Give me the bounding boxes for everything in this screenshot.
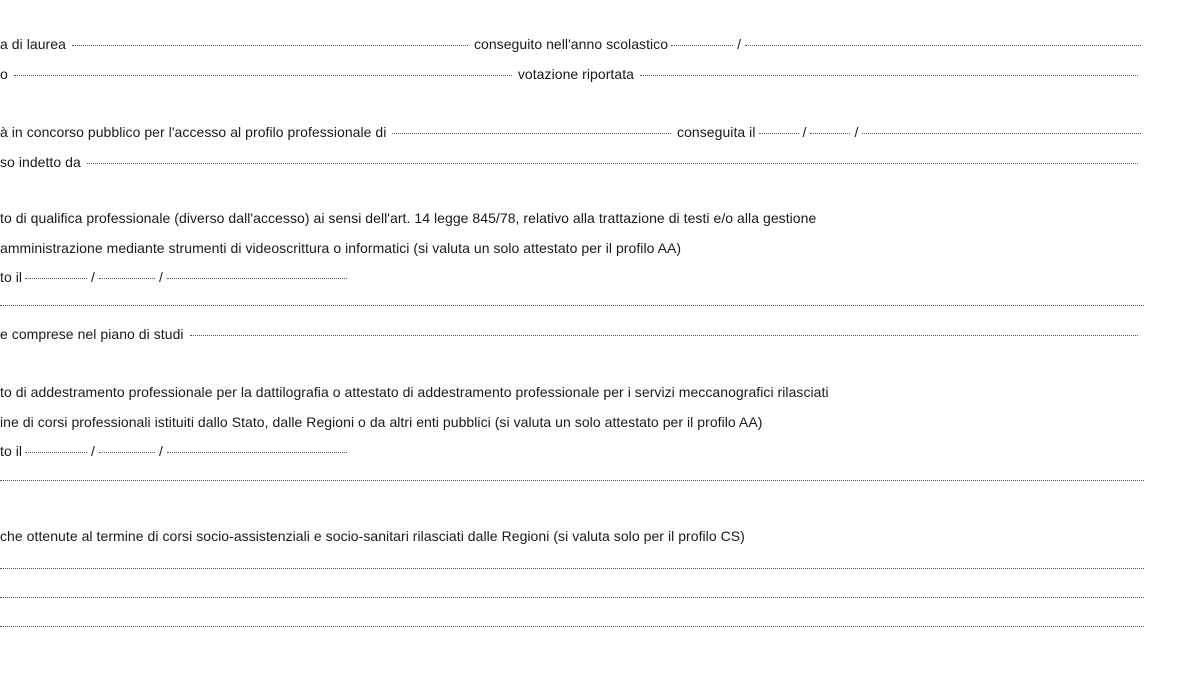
grade-field[interactable] bbox=[640, 67, 1138, 76]
competition-label: à in concorso pubblico per l'accesso al profilo professionale di bbox=[0, 124, 387, 140]
professional-profile-field[interactable] bbox=[392, 125, 671, 134]
date-separator: / bbox=[159, 269, 163, 285]
social-care-blank-line-1[interactable] bbox=[0, 566, 1144, 569]
school-year-start-field[interactable] bbox=[671, 37, 733, 46]
qualification-text-line-1 bbox=[0, 207, 1144, 229]
school-year-label: conseguito nell'anno scolastico bbox=[473, 36, 669, 52]
competition-row bbox=[0, 121, 1144, 143]
training-day-field[interactable] bbox=[25, 444, 87, 453]
training-text-line-1 bbox=[0, 381, 1144, 403]
competition-year-field[interactable] bbox=[862, 125, 1141, 134]
subjects-label: e comprese nel piano di studi bbox=[0, 326, 184, 342]
degree-field[interactable] bbox=[72, 37, 468, 46]
qualification-text: to di qualifica professionale (diverso dall'accesso) ai sensi dell'art. 14 legge 845/78, relativo alla trattazione di testi e/o alla gestione bbox=[0, 210, 817, 226]
social-care-blank-line-3[interactable] bbox=[0, 624, 1144, 627]
social-care-blank-line-2[interactable] bbox=[0, 595, 1144, 598]
grade-row-label: o bbox=[0, 66, 8, 82]
announced-by-label: so indetto da bbox=[0, 154, 81, 170]
training-date-row bbox=[0, 440, 1144, 462]
qualification-year-field[interactable] bbox=[167, 270, 347, 279]
degree-label: a di laurea bbox=[0, 36, 66, 52]
training-text: to di addestramento professionale per la dattilografia o attestato di addestramento professionale per i servizi meccanografici rilasciati bbox=[0, 384, 829, 400]
obtained-on-label: conseguita il bbox=[677, 124, 756, 140]
qualification-blank-line[interactable] bbox=[0, 303, 1144, 306]
announced-by-field[interactable] bbox=[87, 155, 1138, 164]
qualification-text-line-2 bbox=[0, 237, 1144, 259]
social-care-text: che ottenute al termine di corsi socio-assistenziali e socio-sanitari rilasciati dalle Regioni (si valuta solo per il profilo CS) bbox=[0, 528, 745, 544]
training-month-field[interactable] bbox=[99, 444, 155, 453]
date-separator: / bbox=[854, 124, 859, 140]
social-care-text-line bbox=[0, 525, 1144, 547]
date-separator: / bbox=[159, 443, 163, 459]
competition-day-field[interactable] bbox=[759, 125, 799, 134]
qualification-day-field[interactable] bbox=[25, 270, 87, 279]
grade-row bbox=[0, 63, 1144, 85]
date-separator: / bbox=[91, 443, 95, 459]
subjects-field[interactable] bbox=[190, 327, 1138, 336]
training-date-label: to il bbox=[0, 443, 23, 459]
qualification-month-field[interactable] bbox=[99, 270, 155, 279]
competition-month-field[interactable] bbox=[810, 125, 850, 134]
training-blank-line[interactable] bbox=[0, 478, 1144, 481]
grade-label: votazione riportata bbox=[517, 66, 634, 82]
degree-row bbox=[0, 33, 1144, 55]
date-separator: / bbox=[802, 124, 807, 140]
subjects-row bbox=[0, 323, 1144, 345]
competition-authority-row bbox=[0, 151, 1144, 173]
school-year-separator: / bbox=[737, 36, 742, 52]
date-separator: / bbox=[91, 269, 95, 285]
training-text-line-2 bbox=[0, 411, 1144, 433]
training-text: ine di corsi professionali istituiti dallo Stato, dalle Regioni o da altri enti pubblici (si valuta un solo attestato per il profilo AA) bbox=[0, 414, 763, 430]
school-year-end-field[interactable] bbox=[745, 37, 1141, 46]
qualification-text: amministrazione mediante strumenti di videoscrittura o informatici (si valuta un solo attestato per il profilo AA) bbox=[0, 240, 682, 256]
qualification-date-label: to il bbox=[0, 269, 23, 285]
qualification-date-row bbox=[0, 266, 1144, 288]
training-year-field[interactable] bbox=[167, 444, 347, 453]
grade-row-field[interactable] bbox=[14, 67, 512, 76]
